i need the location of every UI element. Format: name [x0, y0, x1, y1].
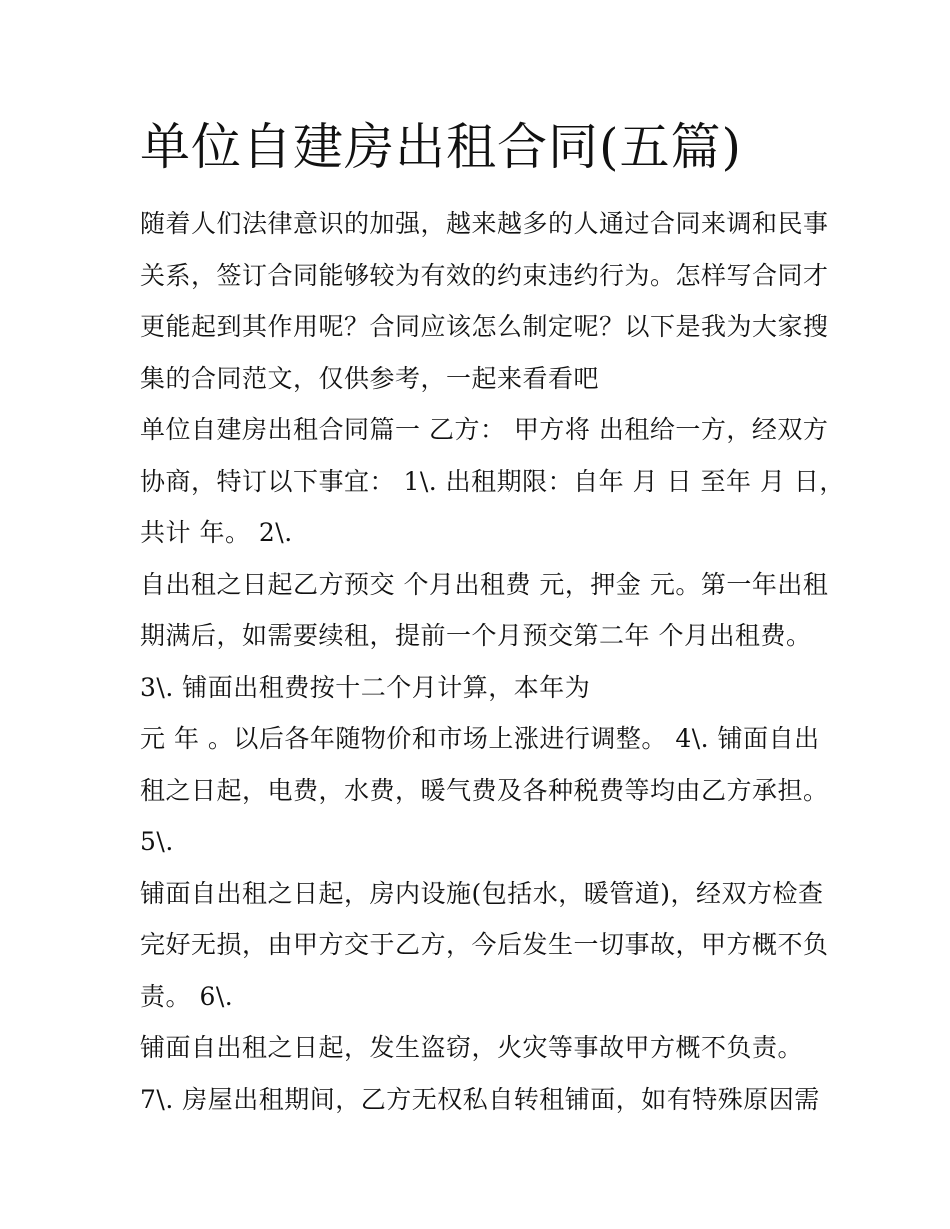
body-line: 7\. 房屋出租期间，乙方无权私自转租铺面，如有特殊原因需	[140, 1084, 820, 1114]
body-line: 完好无损，由甲方交于乙方，今后发生一切事故，甲方概不负	[140, 930, 829, 959]
body-line: 集的合同范文，仅供参考，一起来看看吧	[140, 363, 600, 393]
body-line: 期满后，如需要续租，提前一个月预交第二年 个月出租费。	[140, 621, 812, 650]
body-line: 3\. 铺面出租费按十二个月计算，本年为	[140, 672, 591, 702]
body-line: 租之日起，电费，水费，暖气费及各种税费等均由乙方承担。	[140, 775, 829, 805]
document-body	[140, 198, 845, 1125]
body-line: 关系，签订合同能够较为有效的约束违约行为。怎样写合同才	[140, 260, 829, 290]
body-line: 5\.	[140, 827, 174, 856]
body-line: 更能起到其作用呢？合同应该怎么制定呢？以下是我为大家搜	[140, 312, 829, 341]
body-line: 责。 6\.	[140, 981, 234, 1011]
body-line: 元 年 。以后各年随物价和市场上涨进行调整。 4\. 铺面自出	[140, 724, 820, 753]
body-line: 铺面自出租之日起，发生盗窃，火灾等事故甲方概不负责。	[140, 1033, 804, 1062]
body-line: 铺面自出租之日起，房内设施(包括水，暖管道)，经双方检查	[140, 878, 824, 908]
document-title: 单位自建房出租合同(五篇)	[140, 118, 743, 176]
body-line: 随着人们法律意识的加强，越来越多的人通过合同来调和民事	[140, 209, 829, 238]
body-line: 共计 年。 2\.	[140, 518, 293, 547]
body-line: 协商，特订以下事宜： 1\. 出租期限：自年 月 日 至年 月 日，	[140, 466, 845, 496]
body-line: 单位自建房出租合同篇一 乙方： 甲方将 出租给一方，经双方	[140, 415, 829, 444]
body-line: 自出租之日起乙方预交 个月出租费 元，押金 元。第一年出租	[140, 569, 829, 599]
